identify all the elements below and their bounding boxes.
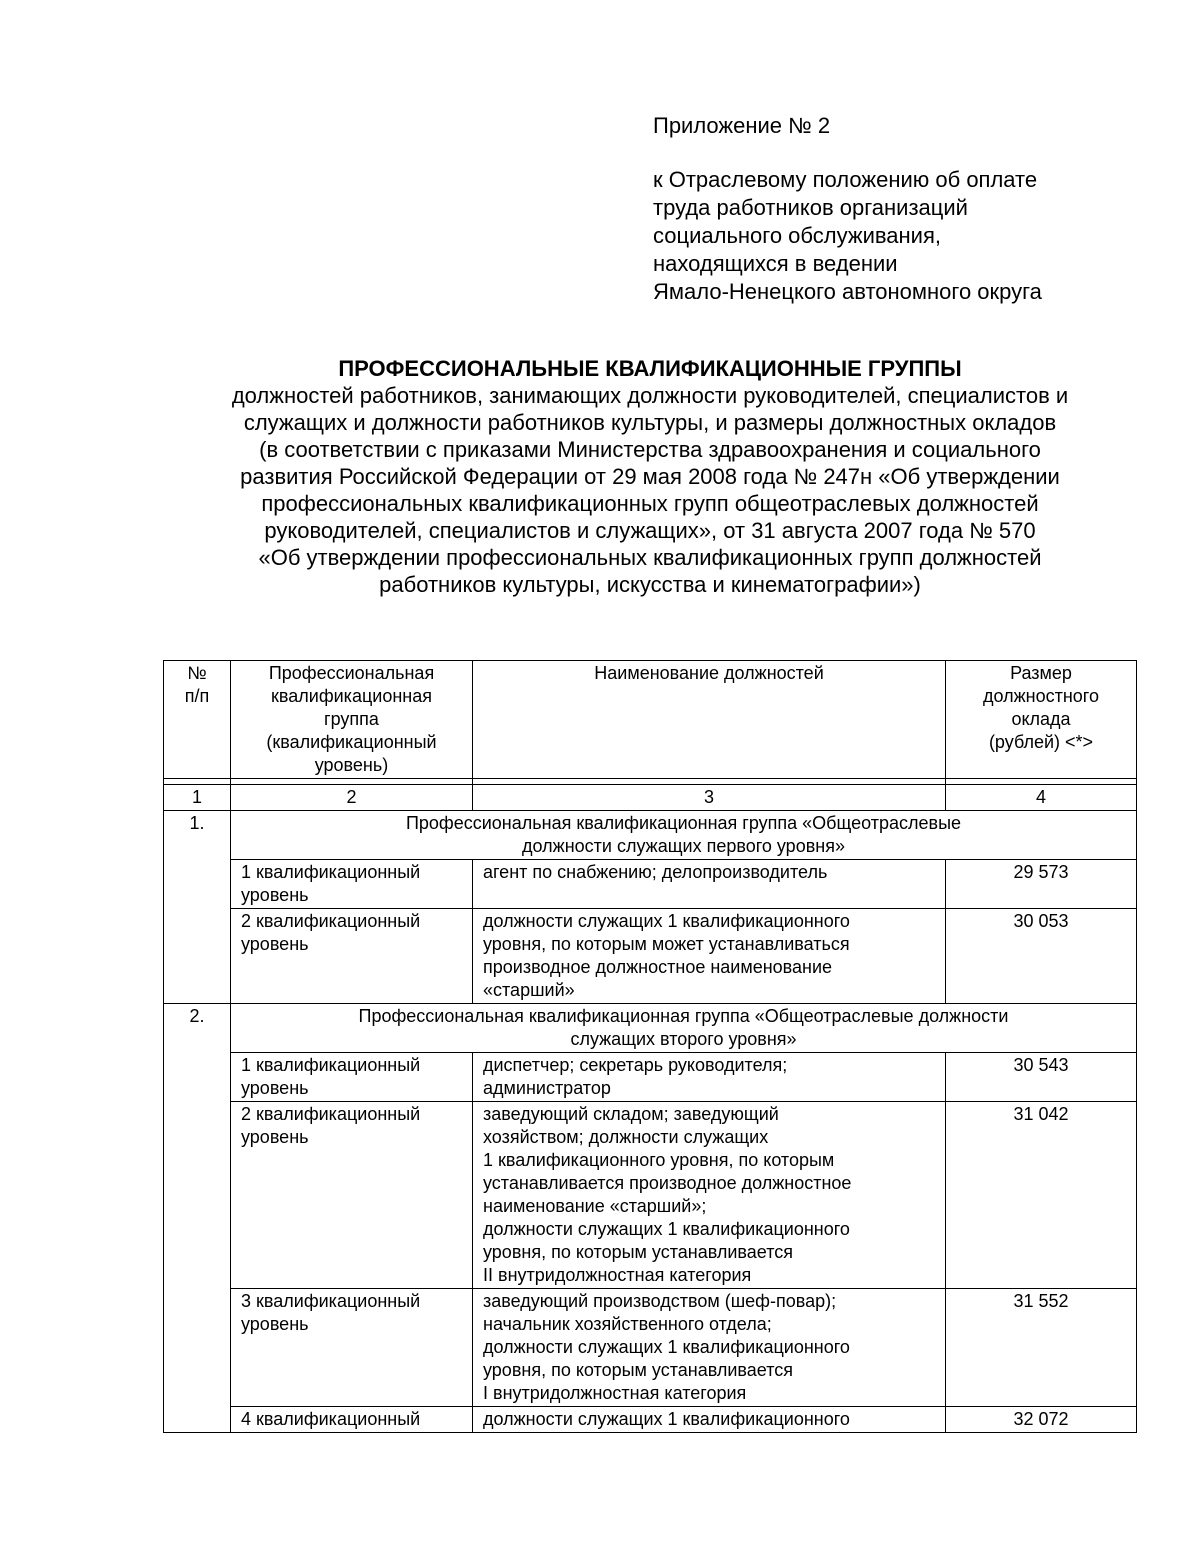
qualification-level: 3 квалификационный уровень: [231, 1289, 473, 1407]
salary-value: 29 573: [946, 860, 1137, 909]
group-title: Профессиональная квалификационная группа «Общеотраслевые должности служащих второго уровня»: [231, 1004, 1137, 1053]
qualification-level: 2 квалификационный уровень: [231, 909, 473, 1004]
table-row: [164, 1407, 1137, 1433]
document-title: ПРОФЕССИОНАЛЬНЫЕ КВАЛИФИКАЦИОННЫЕ ГРУППЫ: [338, 356, 962, 381]
appendix-line: Ямало-Ненецкого автономного округа: [653, 279, 1042, 304]
group-title: Профессиональная квалификационная группа «Общеотраслевые должности служащих первого уровня»: [231, 811, 1137, 860]
table-header-row: [164, 661, 1137, 779]
table-row: [164, 1102, 1137, 1289]
appendix-line: труда работников организаций: [653, 195, 968, 220]
table-row: [164, 1289, 1137, 1407]
table-row: [164, 860, 1137, 909]
heading-line: «Об утверждении профессиональных квалификационных групп должностей: [258, 545, 1042, 570]
group-number: 1.: [164, 811, 231, 860]
group-title-row: [164, 811, 1137, 860]
salary-value: 31 042: [946, 1102, 1137, 1289]
position-names: должности служащих 1 квалификационного: [473, 1407, 946, 1433]
heading-line: должностей работников, занимающих должности руководителей, специалистов и: [231, 383, 1069, 408]
column-index: 3: [473, 785, 946, 811]
qualification-level: 2 квалификационный уровень: [231, 1102, 473, 1289]
heading-line: руководителей, специалистов и служащих», от 31 августа 2007 года № 570: [264, 518, 1036, 543]
group-title-row: [164, 1004, 1137, 1053]
heading-line: профессиональных квалификационных групп общеотраслевых должностей: [261, 491, 1039, 516]
heading-line: развития Российской Федерации от 29 мая 2008 года № 247н «Об утверждении: [240, 464, 1060, 489]
column-index: 2: [231, 785, 473, 811]
position-names: должности служащих 1 квалификационного уровня, по которым может устанавливаться производное должностное наименование «старший»: [473, 909, 946, 1004]
qualification-level: 4 квалификационный: [231, 1407, 473, 1433]
column-index-row: [164, 785, 1137, 811]
table-row: [164, 909, 1137, 1004]
header-group: Профессиональная квалификационная группа (квалификационный уровень): [231, 661, 473, 779]
qualification-level: 1 квалификационный уровень: [231, 860, 473, 909]
position-names: заведующий производством (шеф-повар); начальник хозяйственного отдела; должности служащих 1 квалификационного уровня, по которым устанавливается I внутридолжностная категория: [473, 1289, 946, 1407]
position-names: диспетчер; секретарь руководителя; администратор: [473, 1053, 946, 1102]
appendix-line: к Отраслевому положению об оплате: [653, 167, 1038, 192]
position-names: заведующий складом; заведующий хозяйством; должности служащих 1 квалификационного уровня, по которым устанавливается производное должностное наименование «старший»; должности служащих 1 квалификационного уровня, по которым устанавливается II внутридолжностная категория: [473, 1102, 946, 1289]
heading-line: служащих и должности работников культуры, и размеры должностных окладов: [243, 410, 1057, 435]
group-number: 2.: [164, 1004, 231, 1053]
salary-value: 32 072: [946, 1407, 1137, 1433]
salary-value: 31 552: [946, 1289, 1137, 1407]
salary-value: 30 053: [946, 909, 1137, 1004]
heading-line: (в соответствии с приказами Министерства здравоохранения и социального: [259, 437, 1041, 462]
appendix-block: [653, 112, 1153, 306]
header-salary: Размер должностного оклада (рублей) <*>: [946, 661, 1137, 779]
header-number: № п/п: [164, 661, 231, 779]
position-names: агент по снабжению; делопроизводитель: [473, 860, 946, 909]
qualification-level: 1 квалификационный уровень: [231, 1053, 473, 1102]
document-heading: [160, 355, 1140, 598]
heading-line: работников культуры, искусства и кинематографии»): [379, 572, 921, 597]
qualification-table: [163, 660, 1137, 1433]
appendix-line: социального обслуживания,: [653, 223, 941, 248]
appendix-line: находящихся в ведении: [653, 251, 898, 276]
appendix-number: Приложение № 2: [653, 113, 831, 138]
table-row: [164, 1053, 1137, 1102]
column-index: 1: [164, 785, 231, 811]
header-positions: Наименование должностей: [473, 661, 946, 779]
salary-value: 30 543: [946, 1053, 1137, 1102]
column-index: 4: [946, 785, 1137, 811]
